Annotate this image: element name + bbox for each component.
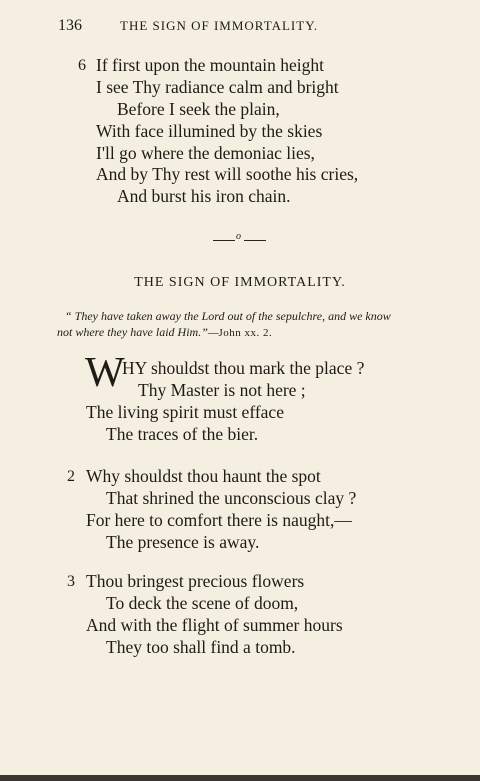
verse-line: The traces of the bier.	[106, 424, 259, 444]
epigraph-text: not where they have laid Him.”—	[57, 325, 219, 339]
divider-rule	[244, 240, 266, 241]
verse-line: The presence is away.	[106, 532, 260, 552]
poem-title: THE SIGN OF IMMORTALITY.	[134, 275, 346, 290]
epigraph-line: “ They have taken away the Lord out of the sepulchre, and we know	[65, 309, 391, 323]
verse-line: HY shouldst thou mark the place ?	[122, 358, 365, 378]
verse-line: The living spirit must efface	[86, 402, 284, 422]
verse-line: With face illumined by the skies	[96, 121, 323, 141]
verse-line: I see Thy radiance calm and bright	[96, 77, 339, 97]
verse-line: For here to comfort there is naught,—	[86, 510, 352, 530]
stanza-number: 6	[78, 57, 86, 74]
verse-line: Thy Master is not here ;	[138, 380, 306, 400]
epigraph-line	[57, 325, 272, 340]
verse-line: If first upon the mountain height	[96, 55, 324, 75]
stanza-number: 3	[67, 573, 75, 590]
page-bottom-edge	[0, 775, 480, 781]
verse-line: That shrined the unconscious clay ?	[106, 488, 357, 508]
verse-line: And burst his iron chain.	[117, 186, 291, 206]
verse-line: Why shouldst thou haunt the spot	[86, 466, 321, 486]
section-divider	[213, 231, 267, 246]
verse-line: I'll go where the demoniac lies,	[96, 143, 315, 163]
drop-cap: W	[85, 350, 125, 396]
verse-line: And by Thy rest will soothe his cries,	[96, 164, 359, 184]
page-number: 136	[58, 17, 82, 34]
verse-line: Thou bringest precious flowers	[86, 571, 305, 591]
verse-line: Before I seek the plain,	[117, 99, 280, 119]
running-title: THE SIGN OF IMMORTALITY.	[120, 18, 319, 33]
stanza-number: 2	[67, 468, 75, 485]
verse-line: To deck the scene of doom,	[106, 593, 299, 613]
epigraph-reference: John xx. 2.	[218, 327, 273, 339]
divider-mark: o	[236, 231, 241, 242]
verse-line: They too shall find a tomb.	[106, 637, 296, 657]
verse-line: And with the flight of summer hours	[86, 615, 343, 635]
divider-rule	[213, 240, 235, 241]
